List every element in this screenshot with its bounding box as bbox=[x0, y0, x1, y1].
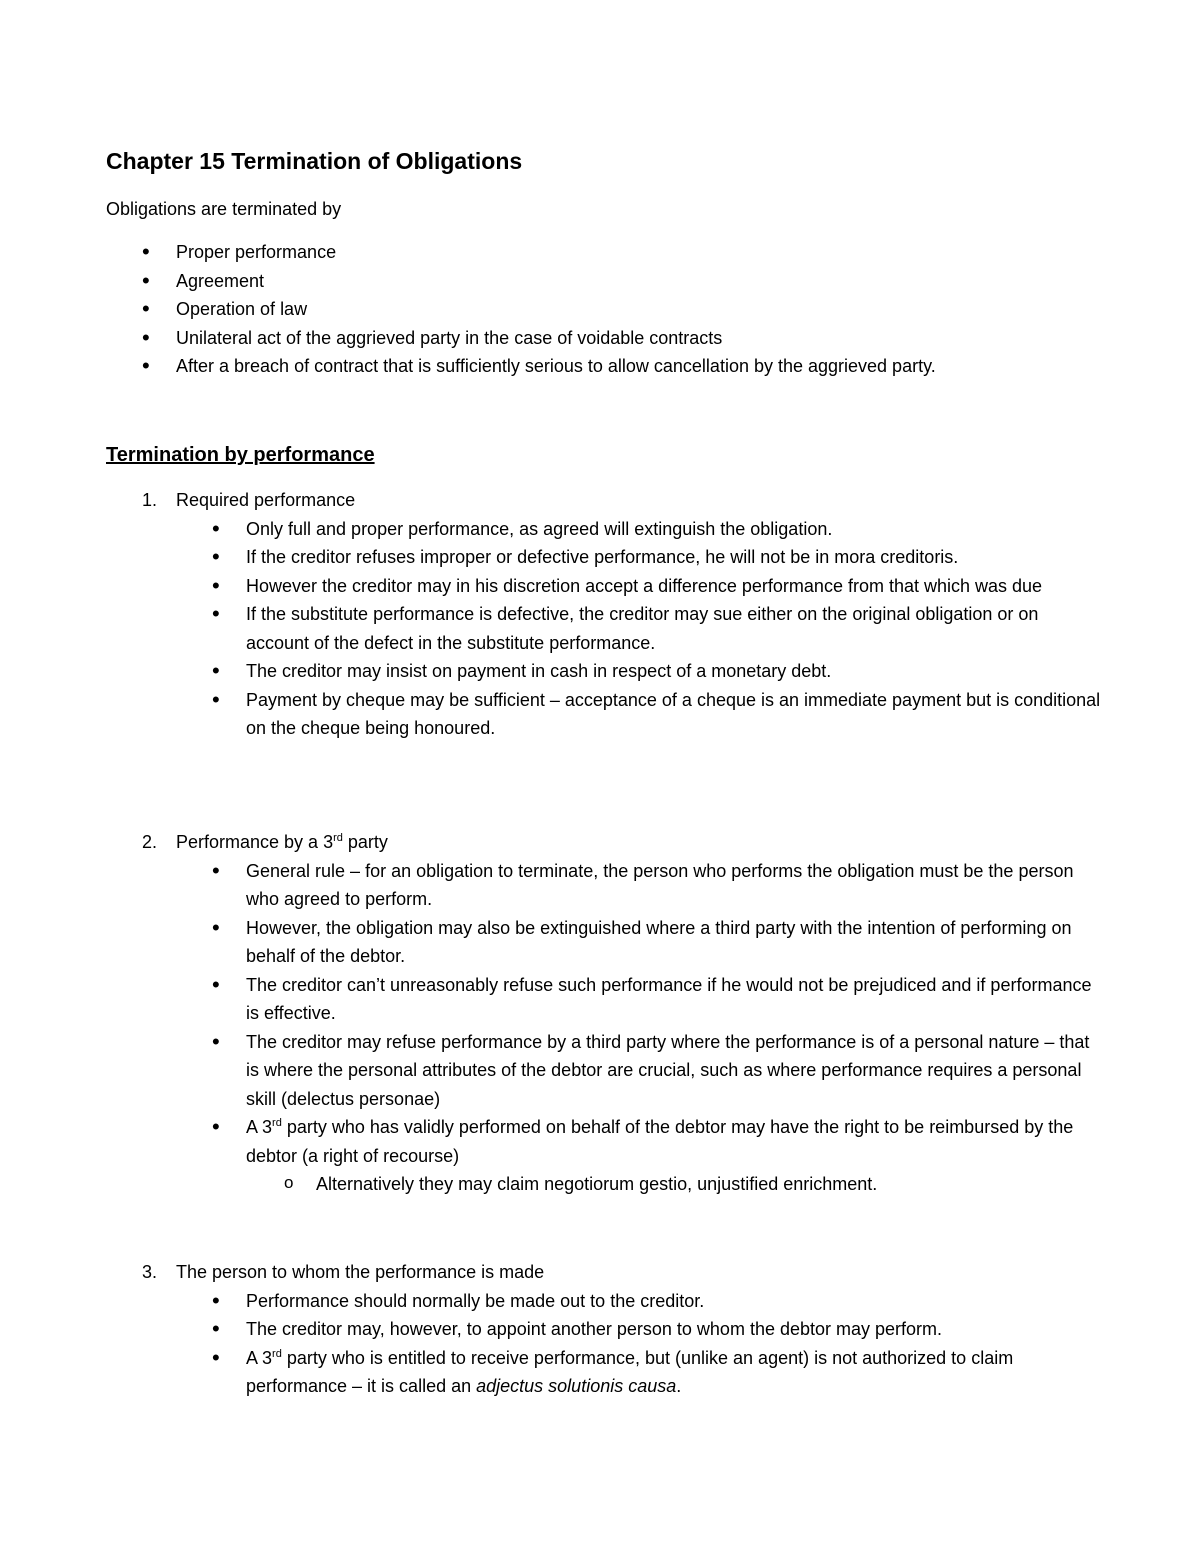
section-heading: Termination by performance bbox=[106, 444, 375, 466]
section-number: 2. bbox=[142, 832, 158, 852]
list-item: • However the creditor may in his discretion accept a difference performance from that which was due bbox=[106, 572, 1106, 601]
list-item: • The creditor may refuse performance by a third party where the performance is of a personal nature – that is where the personal attributes of the debtor are crucial, such as where performance requires a personal skill (delectus personae) bbox=[106, 1028, 1106, 1114]
list-item: • Operation of law bbox=[106, 295, 936, 324]
section-1-list bbox=[106, 515, 1106, 743]
section-2-list bbox=[106, 857, 1106, 1171]
list-item: • Proper performance bbox=[106, 238, 936, 267]
list-item: • General rule – for an obligation to terminate, the person who performs the obligation must be the person who agreed to perform. bbox=[106, 857, 1106, 914]
list-item: • Performance should normally be made out to the creditor. bbox=[106, 1287, 1106, 1316]
section-title: The person to whom the performance is made bbox=[176, 1262, 545, 1282]
list-item: • Only full and proper performance, as agreed will extinguish the obligation. bbox=[106, 515, 1106, 544]
section-2-sublist bbox=[106, 1170, 1106, 1199]
list-item: • The creditor may, however, to appoint another person to whom the debtor may perform. bbox=[106, 1315, 1106, 1344]
list-item: • However, the obligation may also be extinguished where a third party with the intention of performing on behalf of the debtor. bbox=[106, 914, 1106, 971]
section-number: 3. bbox=[142, 1262, 158, 1282]
list-item: • The creditor can’t unreasonably refuse such performance if he would not be prejudiced and if performance is effective. bbox=[106, 971, 1106, 1028]
section-2 bbox=[106, 828, 1106, 1199]
list-item: • A 3rd party who has validly performed on behalf of the debtor may have the right to be reimbursed by the debtor (a right of recourse) bbox=[106, 1113, 1106, 1170]
list-item: • If the creditor refuses improper or defective performance, he will not be in mora creditoris. bbox=[106, 543, 1106, 572]
list-item: • After a breach of contract that is sufficiently serious to allow cancellation by the aggrieved party. bbox=[106, 352, 936, 381]
section-1 bbox=[106, 486, 1106, 743]
section-title: Required performance bbox=[176, 490, 356, 510]
list-item: • A 3rd party who is entitled to receive performance, but (unlike an agent) is not authorized to claim performance – it is called an adjectus solutionis causa. bbox=[106, 1344, 1106, 1401]
list-item: • Agreement bbox=[106, 267, 936, 296]
list-item: o Alternatively they may claim negotiorum gestio, unjustified enrichment. bbox=[106, 1170, 1106, 1199]
list-item: • The creditor may insist on payment in cash in respect of a monetary debt. bbox=[106, 657, 1106, 686]
intro-list bbox=[106, 238, 936, 381]
list-item: • Unilateral act of the aggrieved party in the case of voidable contracts bbox=[106, 324, 936, 353]
list-item: • Payment by cheque may be sufficient – acceptance of a cheque is an immediate payment but is conditional on the cheque being honoured. bbox=[106, 686, 1106, 743]
list-item: • If the substitute performance is defective, the creditor may sue either on the original obligation or on account of the defect in the substitute performance. bbox=[106, 600, 1106, 657]
section-3 bbox=[106, 1258, 1106, 1401]
section-title: Performance by a 3rd party bbox=[176, 832, 388, 852]
page-title: Chapter 15 Termination of Obligations bbox=[106, 148, 523, 174]
section-number: 1. bbox=[142, 490, 158, 510]
intro-text: Obligations are terminated by bbox=[106, 199, 342, 219]
section-3-list bbox=[106, 1287, 1106, 1401]
